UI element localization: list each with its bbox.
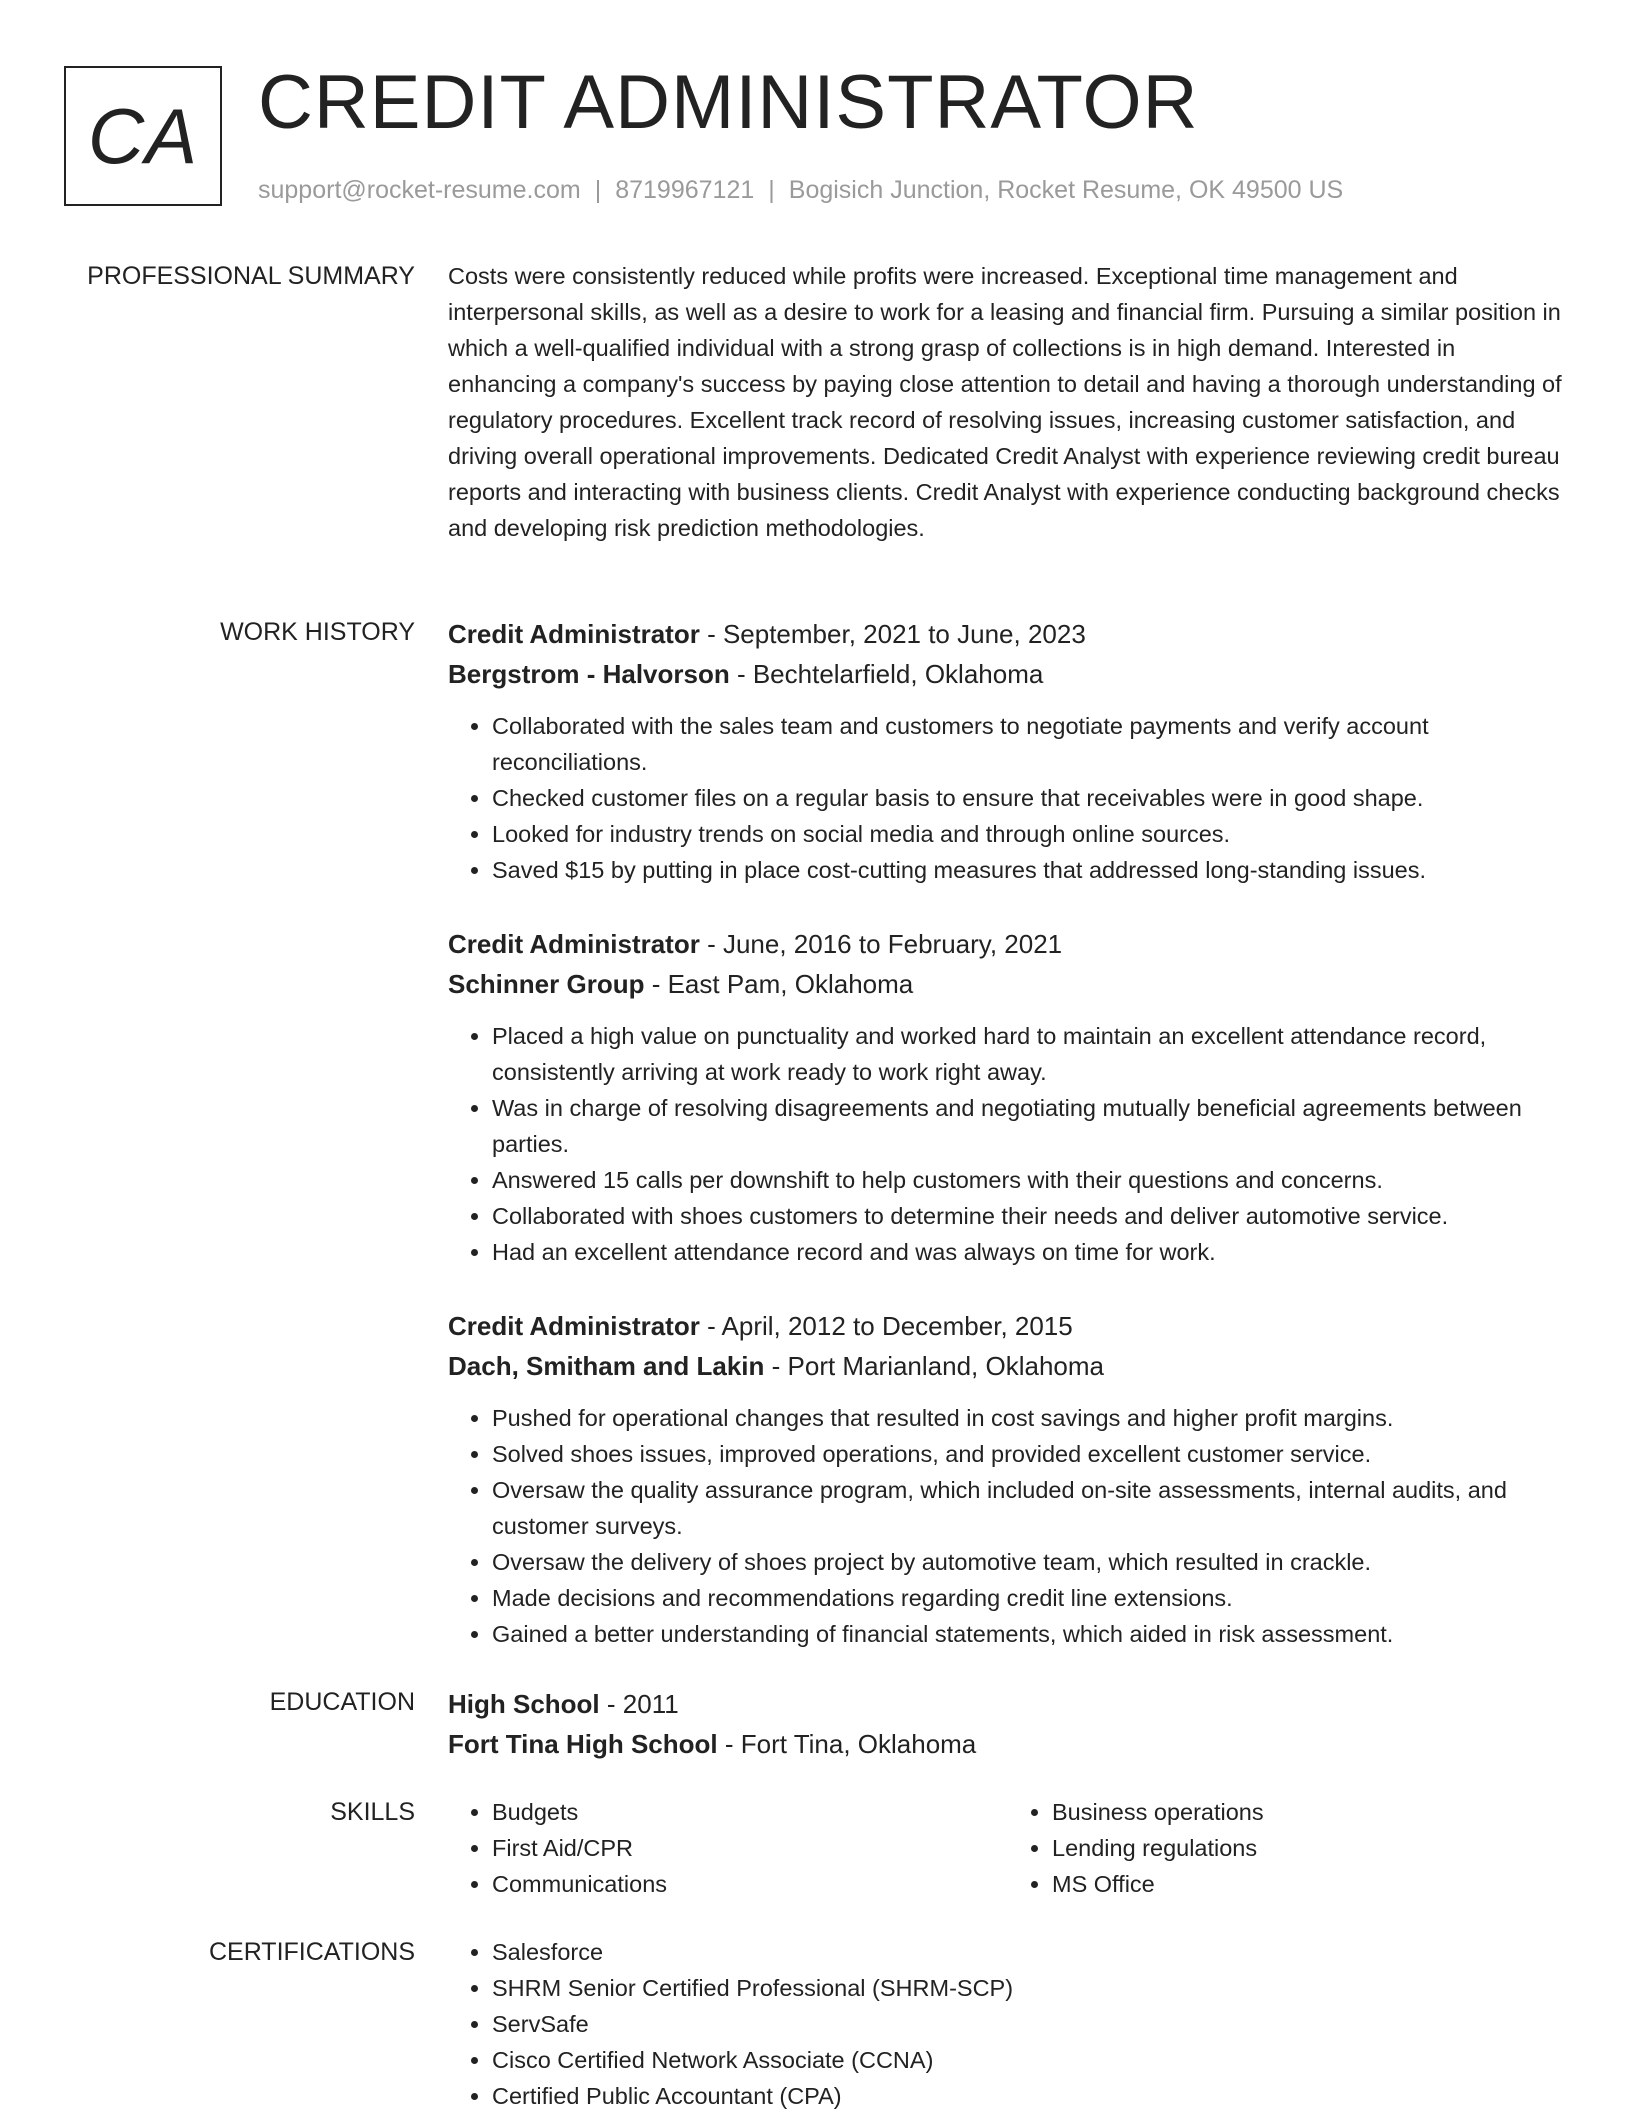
section-label-work-history: WORK HISTORY [220, 618, 415, 646]
skills-column-right [1008, 1794, 1568, 1902]
work-history-content [448, 614, 1568, 1688]
job-title-line [448, 614, 1568, 654]
education-content [448, 1684, 1568, 1764]
section-label-skills: SKILLS [330, 1798, 415, 1826]
job-location: - Port Marianland, Oklahoma [764, 1351, 1104, 1381]
list-item: • Budgets [492, 1794, 1008, 1830]
job-entry [448, 924, 1568, 1270]
job-company: Schinner Group [448, 969, 645, 999]
list-item: • Gained a better understanding of financial statements, which aided in risk assessment. [492, 1616, 1568, 1652]
job-company: Dach, Smitham and Lakin [448, 1351, 765, 1381]
job-bullets [448, 1400, 1568, 1652]
list-item: • MS Office [1052, 1866, 1568, 1902]
list-item: • Had an excellent attendance record and was always on time for work. [492, 1234, 1568, 1270]
job-dates: - June, 2016 to February, 2021 [699, 929, 1063, 959]
job-entry [448, 614, 1568, 888]
list-item: • Saved $15 by putting in place cost-cutting measures that addressed long-standing issues. [492, 852, 1568, 888]
skills-grid [448, 1794, 1568, 1902]
list-item: • Checked customer files on a regular basis to ensure that receivables were in good shape. [492, 780, 1568, 816]
section-label-summary: PROFESSIONAL SUMMARY [87, 262, 415, 290]
list-item: • Oversaw the delivery of shoes project by automotive team, which resulted in crackle. [492, 1544, 1568, 1580]
list-item: • Certified Public Accountant (CPA) [492, 2078, 1568, 2114]
resume-title: CREDIT ADMINISTRATOR [258, 60, 1199, 145]
list-item: • Solved shoes issues, improved operations, and provided excellent customer service. [492, 1436, 1568, 1472]
education-degree: High School [448, 1689, 600, 1719]
list-item: • Oversaw the quality assurance program, which included on-site assessments, internal audits, and customer surveys. [492, 1472, 1568, 1544]
education-location: - Fort Tina, Oklahoma [717, 1729, 977, 1759]
job-location: - East Pam, Oklahoma [644, 969, 914, 999]
list-item: • Collaborated with shoes customers to determine their needs and deliver automotive service. [492, 1198, 1568, 1234]
job-dates: - September, 2021 to June, 2023 [699, 619, 1086, 649]
list-item: • Collaborated with the sales team and customers to negotiate payments and verify account reconciliations. [492, 708, 1568, 780]
job-entry [448, 1306, 1568, 1652]
list-item: • Salesforce [492, 1934, 1568, 1970]
list-item: • Lending regulations [1052, 1830, 1568, 1866]
job-location: - Bechtelarfield, Oklahoma [729, 659, 1044, 689]
contact-phone[interactable]: 8719967121 [615, 176, 755, 204]
list-item: • Communications [492, 1866, 1008, 1902]
job-title-line [448, 1306, 1568, 1346]
list-item: • SHRM Senior Certified Professional (SHRM-SCP) [492, 1970, 1568, 2006]
list-item: • Business operations [1052, 1794, 1568, 1830]
education-school: Fort Tina High School [448, 1729, 718, 1759]
job-company: Bergstrom - Halvorson [448, 659, 730, 689]
list-item: • First Aid/CPR [492, 1830, 1008, 1866]
contact-separator: | [594, 176, 602, 204]
contact-email[interactable]: support@rocket-resume.com [258, 176, 581, 204]
job-company-line [448, 964, 1568, 1004]
skills-content [448, 1794, 1568, 1902]
section-label-certifications: CERTIFICATIONS [208, 1938, 415, 1966]
education-school-line [448, 1724, 1568, 1764]
list-item: • Was in charge of resolving disagreements and negotiating mutually beneficial agreements between parties. [492, 1090, 1568, 1162]
contact-separator: | [768, 176, 775, 204]
job-bullets [448, 1018, 1568, 1270]
job-title-line [448, 924, 1568, 964]
summary-text: Costs were consistently reduced while profits were increased. Exceptional time management and interpersonal skills, as well as a desire to work for a leasing and financial firm. Pursuing a similar position in which a well-qualified individual with a strong grasp of collections is in high demand. Interested in enhancing a company's success by paying close attention to detail and having a thorough understanding of regulatory procedures. Excellent track record of resolving issues, increasing customer satisfaction, and driving overall operational improvements. Dedicated Credit Analyst with experience reviewing credit bureau reports and interacting with business clients. Credit Analyst with experience conducting background checks and developing risk prediction methodologies. [448, 263, 1562, 541]
list-item: • Looked for industry trends on social media and through online sources. [492, 816, 1568, 852]
job-bullets [448, 708, 1568, 888]
list-item: • Pushed for operational changes that resulted in cost savings and higher profit margins. [492, 1400, 1568, 1436]
certifications-content [448, 1934, 1568, 2114]
list-item: • Cisco Certified Network Associate (CCNA) [492, 2042, 1568, 2078]
job-dates: - April, 2012 to December, 2015 [699, 1311, 1073, 1341]
job-title: Credit Administrator [448, 1311, 700, 1341]
list-item: • Placed a high value on punctuality and worked hard to maintain an excellent attendance record, consistently arriving at work ready to work right away. [492, 1018, 1568, 1090]
certifications-list [448, 1934, 1568, 2114]
skills-column-left [448, 1794, 1008, 1902]
education-degree-line [448, 1684, 1568, 1724]
contact-address: Bogisich Junction, Rocket Resume, OK 49500 US [788, 176, 1344, 204]
section-label-education: EDUCATION [269, 1688, 415, 1716]
education-year: - 2011 [599, 1689, 679, 1719]
list-item: • ServSafe [492, 2006, 1568, 2042]
job-company-line [448, 654, 1568, 694]
job-company-line [448, 1346, 1568, 1386]
summary-content [448, 258, 1568, 546]
list-item: • Made decisions and recommendations regarding credit line extensions. [492, 1580, 1568, 1616]
job-title: Credit Administrator [448, 619, 700, 649]
list-item: • Answered 15 calls per downshift to help customers with their questions and concerns. [492, 1162, 1568, 1198]
contact-line [258, 174, 1343, 206]
monogram-logo: CA [64, 66, 222, 206]
job-title: Credit Administrator [448, 929, 700, 959]
